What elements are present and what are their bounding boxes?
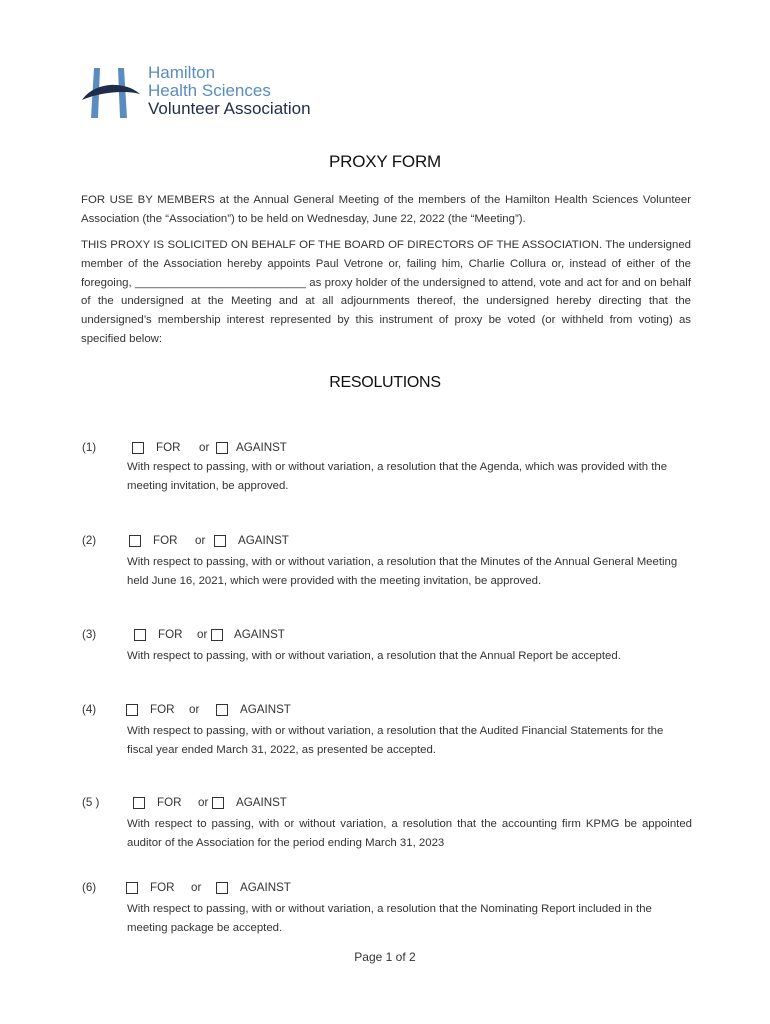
against-checkbox[interactable] xyxy=(214,535,226,547)
for-checkbox[interactable] xyxy=(134,629,146,641)
or-label: or xyxy=(197,628,208,641)
resolution-text: With respect to passing, with or without variation, a resolution that the Nominating Report included in the meeting package be accepted. xyxy=(127,903,652,934)
against-checkbox[interactable] xyxy=(212,797,224,809)
or-label: or xyxy=(199,441,210,454)
resolution-number: (2) xyxy=(82,534,97,547)
logo-line-health-sciences: Health Sciences xyxy=(148,81,271,100)
resolutions-heading: RESOLUTIONS xyxy=(329,374,441,391)
against-label: AGAINST xyxy=(234,628,285,641)
for-checkbox[interactable] xyxy=(133,797,145,809)
resolution-text: With respect to passing, with or without variation, a resolution that the Agenda, which was provided with the meeting invitation, be approved. xyxy=(127,461,668,492)
proxy-appointment-paragraph: THIS PROXY IS SOLICITED ON BEHALF OF THE BOARD OF DIRECTORS OF THE ASSOCIATION. The undersigned member of the Association hereby appoints Paul Vetrone or, failing him, Charlie Collura or, instead of either of the foregoing, ___________________________ as proxy holder of the undersigned to attend, vote and act for and on behalf of the undersigned at the Meeting and at all adjournments thereof, the undersigned hereby directing that the undersigned’s membership interest represented by this instrument of proxy be voted (or withheld from voting) as specified below: xyxy=(81,239,691,345)
for-label: FOR xyxy=(157,796,182,809)
resolution-text: With respect to passing, with or without variation, a resolution that the accounting firm KPMG be appointed auditor of the Association for the period ending March 31, 2023 xyxy=(127,818,692,849)
for-label: FOR xyxy=(158,628,183,641)
intro-paragraph: FOR USE BY MEMBERS at the Annual General Meeting of the members of the Hamilton Health Sciences Volunteer Association (the “Association”) to be held on Wednesday, June 22, 2022 (the “Meeting”). xyxy=(81,194,691,225)
page-title: PROXY FORM xyxy=(329,152,441,171)
against-label: AGAINST xyxy=(236,796,287,809)
for-checkbox[interactable] xyxy=(132,442,144,454)
resolution-number: (1) xyxy=(82,441,97,454)
association-logo xyxy=(80,64,340,124)
against-label: AGAINST xyxy=(240,703,291,716)
resolution-number: (6) xyxy=(82,881,97,894)
logo-mark-icon xyxy=(80,64,144,122)
or-label: or xyxy=(195,534,206,547)
for-label: FOR xyxy=(150,703,175,716)
logo-line-volunteer-association: Volunteer Association xyxy=(148,99,311,118)
against-checkbox[interactable] xyxy=(216,442,228,454)
resolution-text: With respect to passing, with or without variation, a resolution that the Annual Report be accepted. xyxy=(127,650,621,662)
resolution-text: With respect to passing, with or without variation, a resolution that the Audited Financial Statements for the fiscal year ended March 31, 2022, as presented be accepted. xyxy=(127,725,664,756)
against-label: AGAINST xyxy=(236,441,287,454)
or-label: or xyxy=(198,796,209,809)
for-checkbox[interactable] xyxy=(129,535,141,547)
resolution-text: With respect to passing, with or without variation, a resolution that the Minutes of the Annual General Meeting held June 16, 2021, which were provided with the meeting invitation, be approved. xyxy=(127,556,678,587)
resolution-number: (3) xyxy=(82,628,97,641)
for-checkbox[interactable] xyxy=(126,882,138,894)
or-label: or xyxy=(189,703,200,716)
logo-line-hamilton: Hamilton xyxy=(148,63,216,82)
for-label: FOR xyxy=(156,441,181,454)
for-checkbox[interactable] xyxy=(126,704,138,716)
resolution-number: (4) xyxy=(82,703,97,716)
resolution-number: (5 ) xyxy=(82,796,100,809)
or-label: or xyxy=(191,881,202,894)
against-checkbox[interactable] xyxy=(216,704,228,716)
against-label: AGAINST xyxy=(240,881,291,894)
against-checkbox[interactable] xyxy=(211,629,223,641)
page-number: Page 1 of 2 xyxy=(354,950,416,964)
for-label: FOR xyxy=(150,881,175,894)
against-checkbox[interactable] xyxy=(216,882,228,894)
for-label: FOR xyxy=(153,534,178,547)
against-label: AGAINST xyxy=(238,534,289,547)
